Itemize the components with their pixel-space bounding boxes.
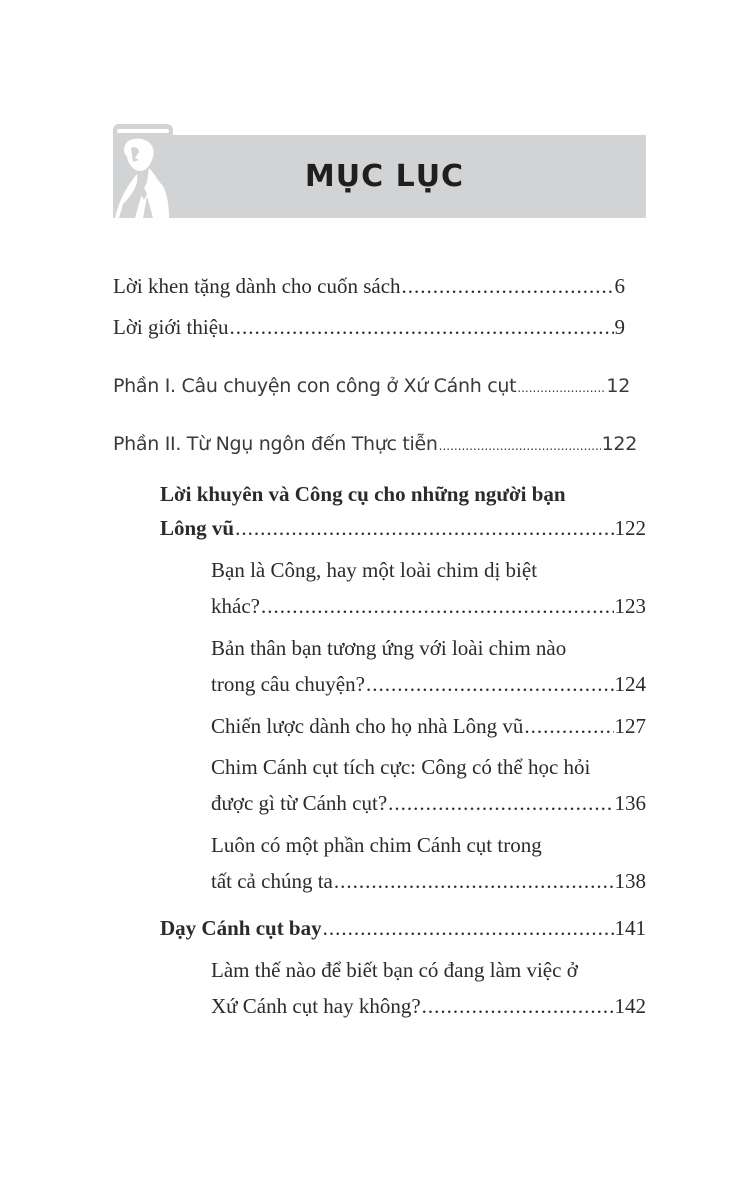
- toc-subentry[interactable]: [211, 784, 646, 823]
- toc-subentry-title: Bản thân bạn tương ứng với loài chim nào: [211, 636, 567, 660]
- toc-subentry-title: Làm thế nào để biết bạn có đang làm việc ở: [211, 958, 578, 982]
- toc-subentry-page: 138: [614, 869, 646, 893]
- dot-leader: [323, 909, 614, 948]
- toc-entry[interactable]: [113, 308, 625, 347]
- toc-entry-title: Lời khen tặng dành cho cuốn sách: [113, 274, 401, 298]
- dot-leader: [235, 509, 613, 548]
- toc-subentry-page: 127: [614, 714, 646, 738]
- dot-leader: [366, 665, 614, 704]
- icon-tab-top-line: [117, 129, 169, 133]
- dot-leader: [334, 862, 614, 901]
- toc-entry-title: Lời giới thiệu: [113, 315, 229, 339]
- toc-subentry-title-cont: tất cả chúng ta: [211, 869, 333, 893]
- toc-subentry[interactable]: [211, 862, 646, 901]
- toc-part-title: Phần II. Từ Ngụ ngôn đến Thực tiễn: [113, 433, 438, 455]
- dot-leader: [517, 367, 605, 408]
- toc-section-page: 141: [614, 916, 646, 940]
- toc-subentry-page: 136: [614, 791, 646, 815]
- toc-part[interactable]: [113, 367, 630, 408]
- dot-leader: [388, 784, 613, 823]
- toc-part-title: Phần I. Câu chuyện con công ở Xứ Cánh cụt: [113, 375, 517, 397]
- toc-section[interactable]: [160, 509, 646, 548]
- toc-subentry-title: Luôn có một phần chim Cánh cụt trong: [211, 833, 542, 857]
- dot-leader: [402, 267, 614, 306]
- dot-leader: [439, 425, 601, 466]
- toc-subentry-title-cont: Xứ Cánh cụt hay không?: [211, 994, 421, 1018]
- toc-part-page: 122: [601, 433, 637, 455]
- toc-entry-page: 6: [614, 274, 625, 298]
- toc-subentry[interactable]: [211, 987, 646, 1026]
- toc-entry-page: 9: [614, 315, 625, 339]
- toc-section-title: Dạy Cánh cụt bay: [160, 916, 322, 940]
- toc-subentry-title-cont: được gì từ Cánh cụt?: [211, 791, 388, 815]
- dot-leader: [524, 707, 613, 746]
- toc-subentry-title: Chim Cánh cụt tích cực: Công có thể học hỏi: [211, 755, 591, 779]
- page-title: MỤC LỤC: [304, 159, 465, 194]
- toc-entry[interactable]: [113, 267, 625, 306]
- toc-subentry-title-cont: trong câu chuyện?: [211, 672, 365, 696]
- toc-subentry-page: 123: [614, 594, 646, 618]
- toc-subentry[interactable]: [211, 587, 646, 626]
- toc-subentry-title: Bạn là Công, hay một loài chim dị biệt: [211, 558, 538, 582]
- toc-subentry-title-cont: khác?: [211, 594, 260, 618]
- toc-subentry-page: 124: [614, 672, 646, 696]
- toc-subentry[interactable]: [211, 665, 646, 704]
- toc-section[interactable]: [160, 909, 646, 948]
- toc-section-title: Lời khuyên và Công cụ cho những người bạn: [160, 482, 566, 506]
- dot-leader: [261, 587, 614, 626]
- toc-section-page: 122: [614, 516, 646, 540]
- toc-part-page: 12: [606, 375, 630, 397]
- dot-leader: [230, 308, 614, 347]
- dot-leader: [422, 987, 614, 1026]
- toc-section-title-cont: Lông vũ: [160, 516, 235, 540]
- toc-subentry-title: Chiến lược dành cho họ nhà Lông vũ: [211, 714, 524, 738]
- toc-subentry-page: 142: [614, 994, 646, 1018]
- toc-part[interactable]: [113, 425, 637, 466]
- toc-subentry[interactable]: [211, 707, 646, 746]
